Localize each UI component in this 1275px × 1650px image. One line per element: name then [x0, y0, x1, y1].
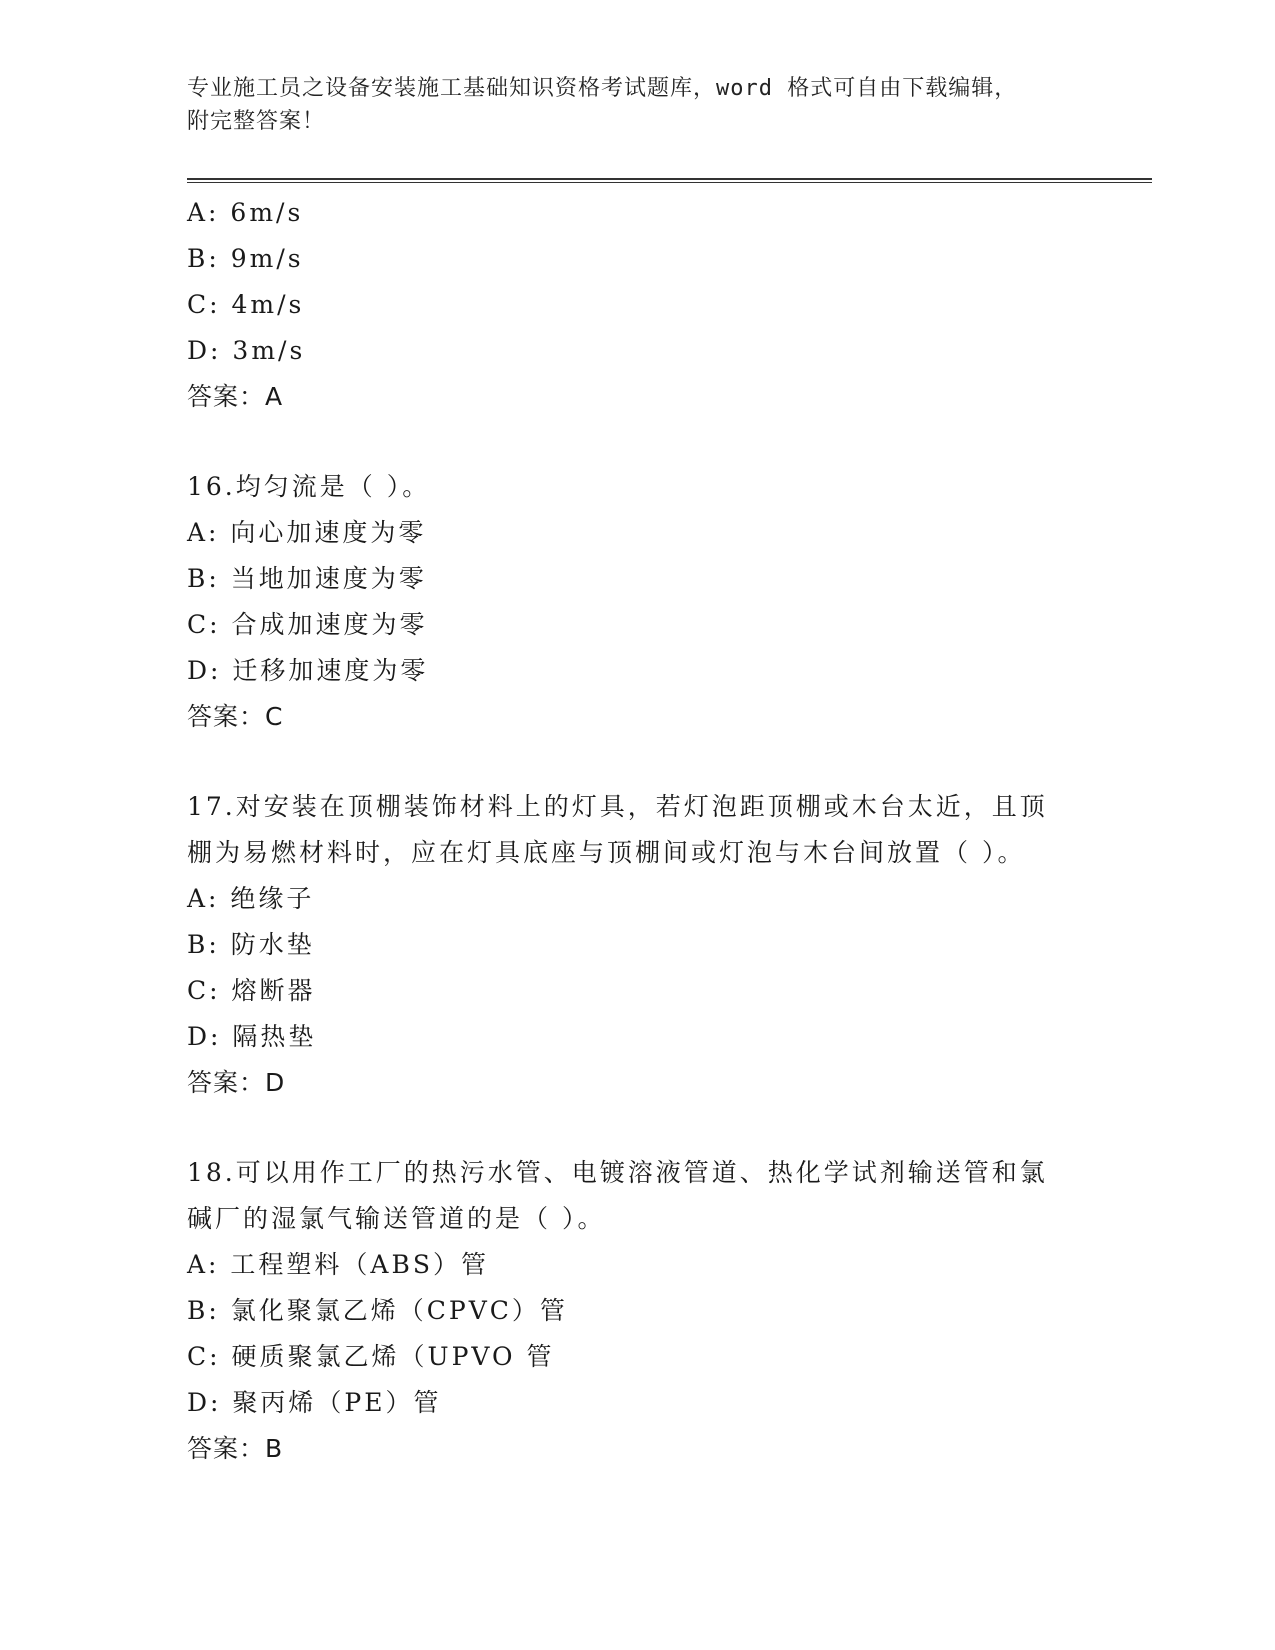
option-d: D: 隔热垫: [187, 1022, 317, 1051]
option-a: A: 绝缘子: [187, 884, 315, 913]
question-17: [187, 784, 1087, 1106]
answer-label: 答案：A: [187, 382, 284, 411]
option-b: B: 9m/s: [187, 244, 304, 273]
question-stem-line-2: 棚为易燃材料时，应在灯具底座与顶棚间或灯泡与木台间放置（ ）。: [187, 838, 1026, 867]
option-d: D: 聚丙烯（PE）管: [187, 1388, 442, 1417]
question-stem-line-1: 17.对安装在顶棚装饰材料上的灯具，若灯泡距顶棚或木台太近，且顶: [187, 792, 1048, 821]
option-a: A: 工程塑料（ABS）管: [187, 1250, 489, 1279]
header-divider-thin: [187, 182, 1152, 183]
answer-label: 答案：B: [187, 1434, 284, 1463]
option-c: C: 硬质聚氯乙烯（UPVO 管: [187, 1342, 555, 1371]
question-15: [187, 190, 1087, 420]
spacer: [187, 740, 1087, 784]
question-stem: 16.均匀流是（ ）。: [187, 472, 431, 501]
header-line-2: 附完整答案！: [187, 109, 326, 134]
answer-label: 答案：D: [187, 1068, 286, 1097]
question-16: [187, 464, 1087, 740]
answer-label: 答案：C: [187, 702, 284, 731]
option-a: A: 6m/s: [187, 198, 304, 227]
header-divider-thick: [187, 178, 1152, 180]
option-d: D: 迁移加速度为零: [187, 656, 429, 685]
question-list: [187, 190, 1087, 1472]
spacer: [187, 420, 1087, 464]
document-header: [187, 72, 1087, 138]
header-line-1: 专业施工员之设备安装施工基础知识资格考试题库，word 格式可自由下载编辑，: [187, 76, 1018, 101]
option-b: B: 氯化聚氯乙烯（CPVC）管: [187, 1296, 568, 1325]
question-stem-line-1: 18.可以用作工厂的热污水管、电镀溶液管道、热化学试剂输送管和氯: [187, 1158, 1048, 1187]
option-c: C: 合成加速度为零: [187, 610, 428, 639]
option-b: B: 防水垫: [187, 930, 315, 959]
option-c: C: 4m/s: [187, 290, 305, 319]
option-a: A: 向心加速度为零: [187, 518, 427, 547]
question-18: [187, 1150, 1087, 1472]
spacer: [187, 1106, 1087, 1150]
option-b: B: 当地加速度为零: [187, 564, 427, 593]
option-d: D: 3m/s: [187, 336, 306, 365]
option-c: C: 熔断器: [187, 976, 316, 1005]
question-stem-line-2: 碱厂的湿氯气输送管道的是（ ）。: [187, 1204, 606, 1233]
